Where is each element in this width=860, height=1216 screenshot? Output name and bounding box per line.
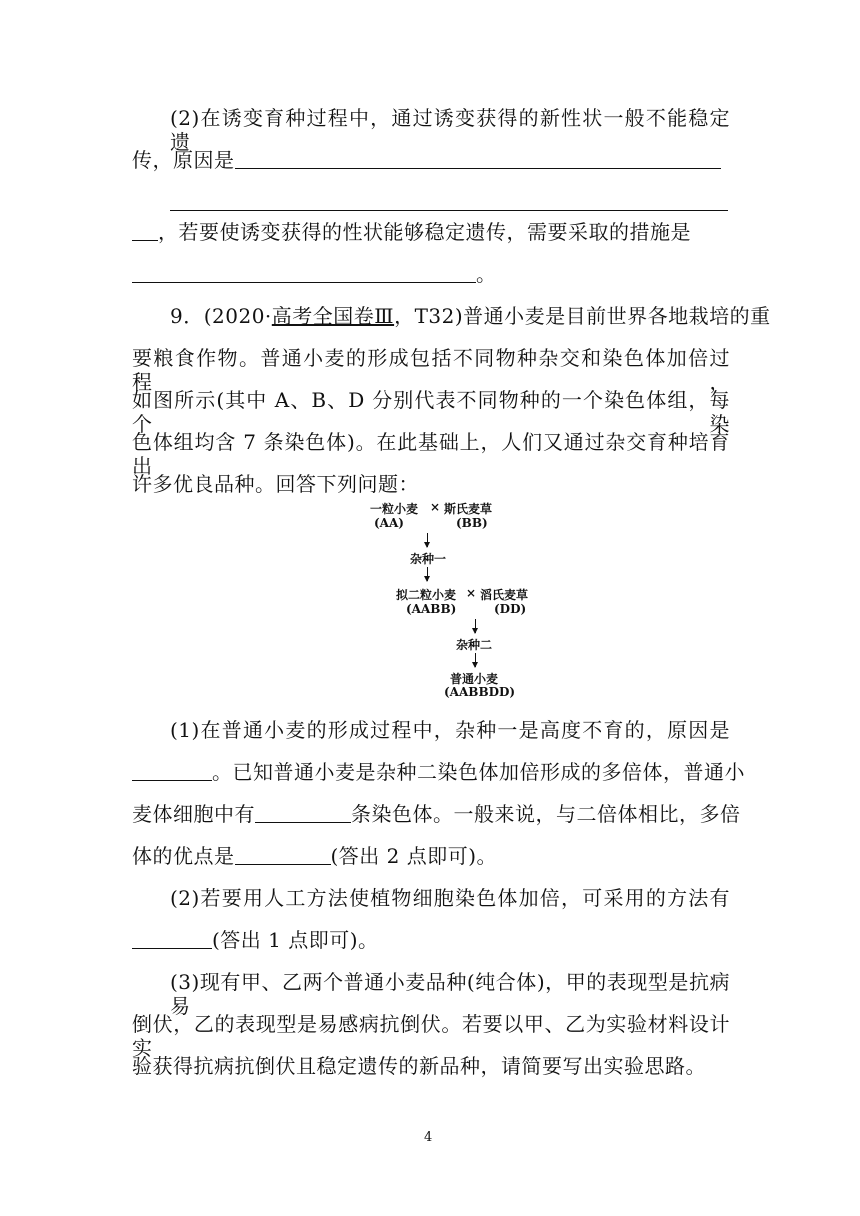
hybrid-two: 杂种二 bbox=[456, 638, 493, 652]
q8-2-line-2 bbox=[132, 148, 730, 172]
hybrid-one: 杂种一 bbox=[410, 552, 447, 566]
q9-line-3: 如图所示(其中 A、B、D 分别代表不同物种的一个染色体组，每个染 bbox=[132, 388, 730, 436]
q9-source-link[interactable]: 高考全国卷Ⅲ bbox=[271, 304, 395, 328]
answer-blank[interactable] bbox=[132, 762, 212, 781]
q8-2-line-2-text: 传，原因是 bbox=[132, 148, 235, 172]
q8-2-line-5 bbox=[132, 262, 730, 286]
q9-1-line-2-text: 。已知普通小麦是杂种二染色体加倍形成的多倍体，普通小 bbox=[212, 760, 745, 784]
q9-3-line-3: 验获得抗病抗倒伏且稳定遗传的新品种，请简要写出实验思路。 bbox=[132, 1054, 706, 1078]
answer-blank[interactable] bbox=[132, 930, 212, 949]
genome-aa: (AA) bbox=[374, 516, 404, 530]
q9-1-line-3 bbox=[132, 802, 741, 826]
q9-1-line-4 bbox=[132, 844, 730, 868]
q9-line-2: 要粮食作物。普通小麦的形成包括不同物种杂交和染色体加倍过程， bbox=[132, 346, 730, 394]
q9-1-line-4-b: (答出 2 点即可)。 bbox=[330, 844, 498, 868]
q9-3-line-2: 倒伏，乙的表现型是易感病抗倒伏。若要以甲、乙为实验材料设计实 bbox=[132, 1012, 730, 1060]
parent-emmer-wheat: 拟二粒小麦 bbox=[396, 588, 457, 602]
cross-symbol: × bbox=[466, 586, 477, 600]
q9-2-line-1: (2)若要用人工方法使植物细胞染色体加倍，可采用的方法有 bbox=[170, 886, 730, 910]
answer-blank[interactable] bbox=[132, 264, 476, 283]
answer-blank[interactable] bbox=[235, 150, 721, 169]
q9-line-1-rest: ，T32)普通小麦是目前世界各地栽培的重 bbox=[394, 304, 771, 328]
page-number: 4 bbox=[424, 1130, 433, 1145]
genome-aabb: (AABB) bbox=[406, 602, 457, 616]
q9-1-line-3-b: 条染色体。一般来说，与二倍体相比，多倍 bbox=[351, 802, 741, 826]
q9-number-year: 9．(2020· bbox=[170, 304, 272, 328]
q9-2-line-2 bbox=[132, 928, 730, 952]
arrow-down-icon bbox=[475, 653, 476, 667]
q9-1-line-1: (1)在普通小麦的形成过程中，杂种一是高度不育的，原因是 bbox=[170, 718, 730, 742]
q9-1-line-3-a: 麦体细胞中有 bbox=[132, 802, 255, 826]
q9-line-5: 许多优良品种。回答下列问题： bbox=[132, 472, 419, 496]
q9-line-4: 色体组均含 7 条染色体)。在此基础上，人们又通过杂交育种培育出 bbox=[132, 430, 730, 478]
genome-dd: (DD) bbox=[494, 602, 527, 616]
parent-goatgrass-d: 滔氏麦草 bbox=[480, 588, 529, 602]
answer-blank[interactable] bbox=[255, 804, 351, 823]
common-wheat: 普通小麦 bbox=[450, 672, 499, 686]
wheat-hybridization-diagram bbox=[360, 500, 529, 700]
genome-bb: (BB) bbox=[456, 516, 488, 530]
parent-goatgrass-b: 斯氏麦草 bbox=[444, 502, 493, 516]
cross-symbol: × bbox=[430, 500, 441, 514]
arrow-down-icon bbox=[427, 533, 428, 547]
genome-aabbdd: (AABBDD) bbox=[444, 685, 516, 699]
parent-einkorn-wheat: 一粒小麦 bbox=[370, 502, 419, 516]
arrow-down-icon bbox=[427, 567, 428, 581]
q9-3-line-1: (3)现有甲、乙两个普通小麦品种(纯合体)，甲的表现型是抗病易 bbox=[170, 970, 730, 1018]
answer-blank[interactable] bbox=[235, 846, 331, 865]
q8-2-line-5-end: 。 bbox=[476, 262, 497, 286]
q8-2-line-3 bbox=[170, 190, 768, 214]
q9-2-line-2-text: (答出 1 点即可)。 bbox=[212, 928, 379, 952]
q8-2-line-4-text: ，若要使诱变获得的性状能够稳定遗传，需要采取的措施是 bbox=[158, 220, 691, 244]
q9-1-line-4-a: 体的优点是 bbox=[132, 844, 235, 868]
q9-1-line-2 bbox=[132, 760, 745, 784]
q8-2-line-4 bbox=[132, 220, 730, 244]
q9-line-1 bbox=[170, 304, 771, 328]
arrow-down-icon bbox=[475, 619, 476, 633]
answer-blank[interactable] bbox=[132, 222, 158, 241]
answer-blank[interactable] bbox=[170, 192, 728, 211]
q8-2-line-1: (2)在诱变育种过程中，通过诱变获得的新性状一般不能稳定遗 bbox=[170, 106, 730, 154]
